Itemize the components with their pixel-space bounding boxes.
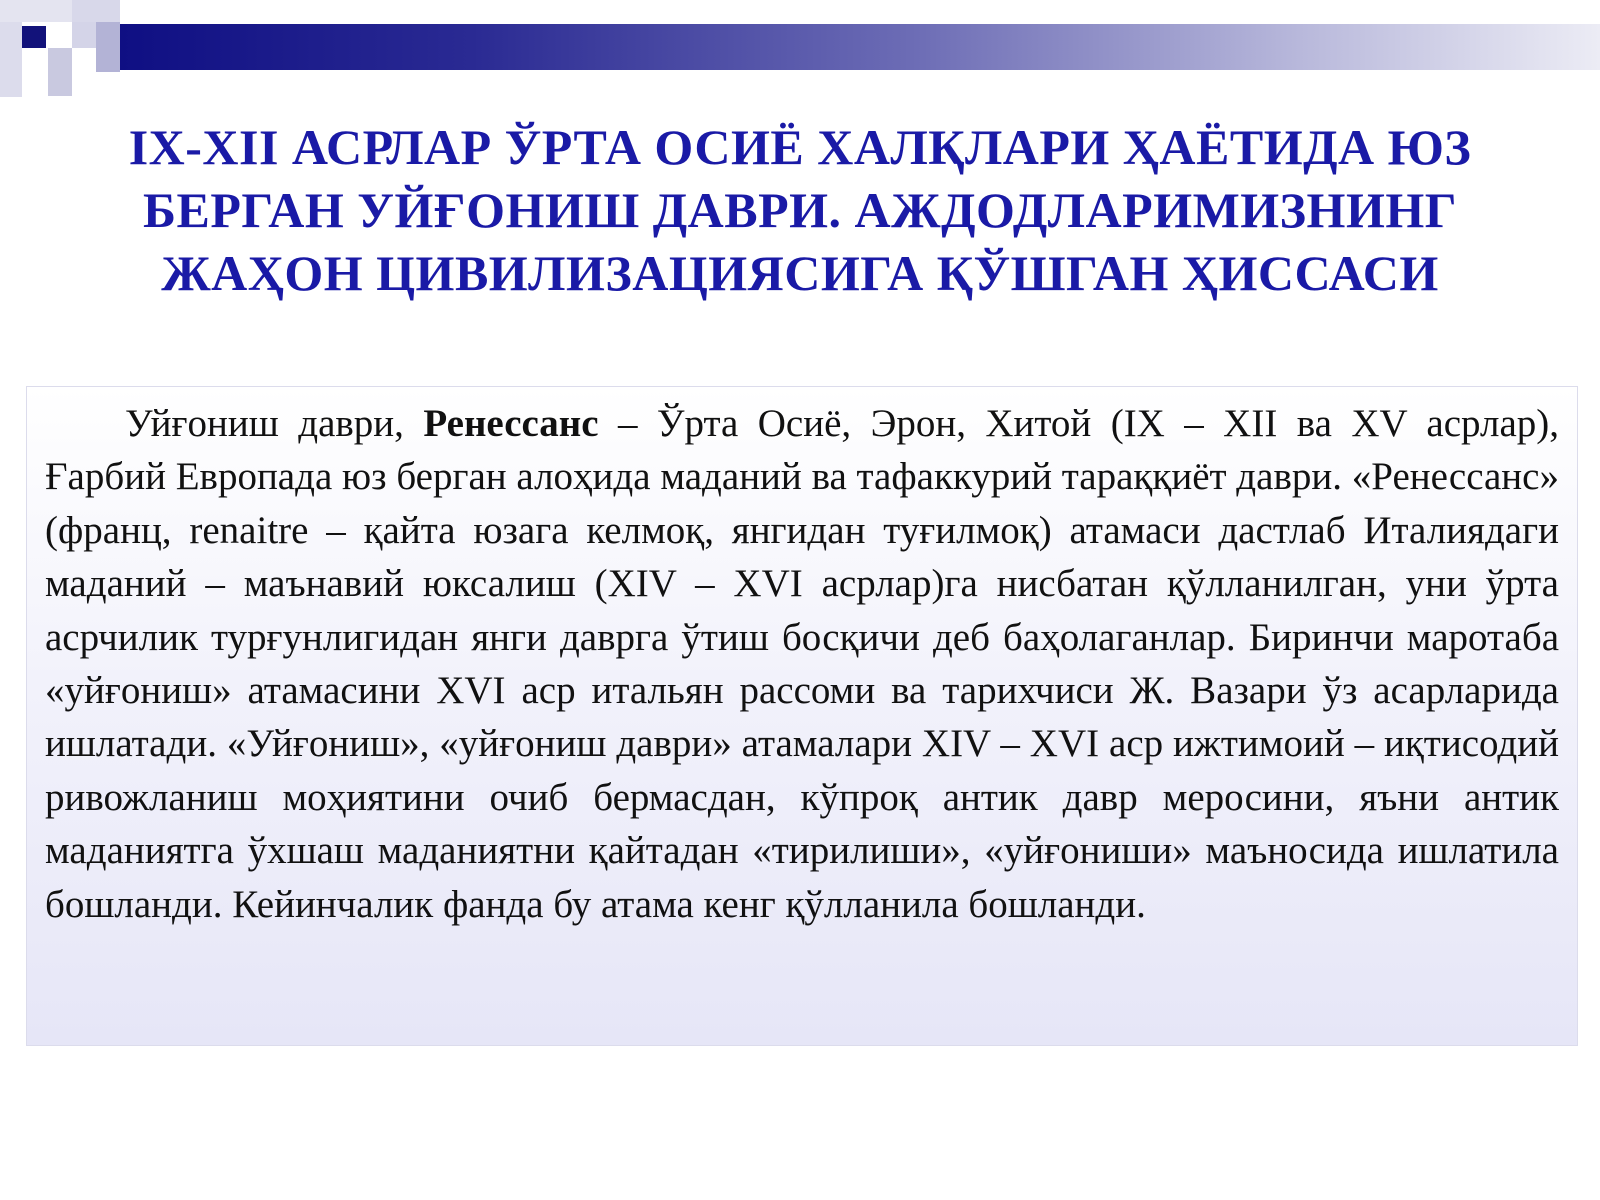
decor-square <box>0 0 72 22</box>
decor-square <box>48 48 72 96</box>
title-line: IX-XII АСРЛАР ЎРТА ОСИЁ ХАЛҚЛАРИ ҲАЁТИДА ЮЗ <box>128 119 1472 175</box>
decor-square <box>72 0 120 22</box>
decor-square-dark <box>22 26 46 48</box>
title-line: ЖАҲОН ЦИВИЛИЗАЦИЯСИГА ҚЎШГАН ҲИССАСИ <box>161 245 1439 301</box>
decor-square <box>96 22 120 72</box>
decor-square <box>0 22 22 97</box>
title-line: БЕРГАН УЙҒОНИШ ДАВРИ. АЖДОДЛАРИМИЗНИНГ <box>142 182 1458 238</box>
slide-title <box>60 116 1540 305</box>
body-text-box <box>26 386 1578 1046</box>
body-bold-term: Ренессанс <box>423 402 599 445</box>
body-paragraph <box>45 397 1559 931</box>
body-rest: – Ўрта Осиё, Эрон, Хитой (IX – XII ва XV асрлар), Ғарбий Европада юз берган алоҳида маданий ва тафаккурий тараққиёт даври. «Ренессанс» (франц, renaitre – қайта юзага келмоқ, янгидан туғилмоқ) атамаси дастлаб Италиядаги маданий – маънавий юксалиш (XIV – XVI асрлар)га нисбатан қўлланилган, уни ўрта асрчилик турғунлигидан янги даврга ўтиш босқичи деб баҳолаганлар. Биринчи маротаба «уйғониш» атамасини XVI аср итальян рассоми ва тарихчиси Ж. Вазари ўз асарларида ишлатади. «Уйғониш», «уйғониш даври» атамалари XIV – XVI аср ижтимоий – иқтисодий ривожланиш моҳиятини очиб бермасдан, кўпроқ антик давр меросини, яъни антик маданиятга ўхшаш маданиятни қайтадан «тирилиши», «уйғониши» маъносида ишлатила бошланди. Кейинчалик фанда бу атама кенг қўлланила бошланди. <box>45 402 1559 926</box>
header-gradient-bar <box>96 24 1600 70</box>
body-intro: Уйғониш даври, <box>125 402 424 445</box>
